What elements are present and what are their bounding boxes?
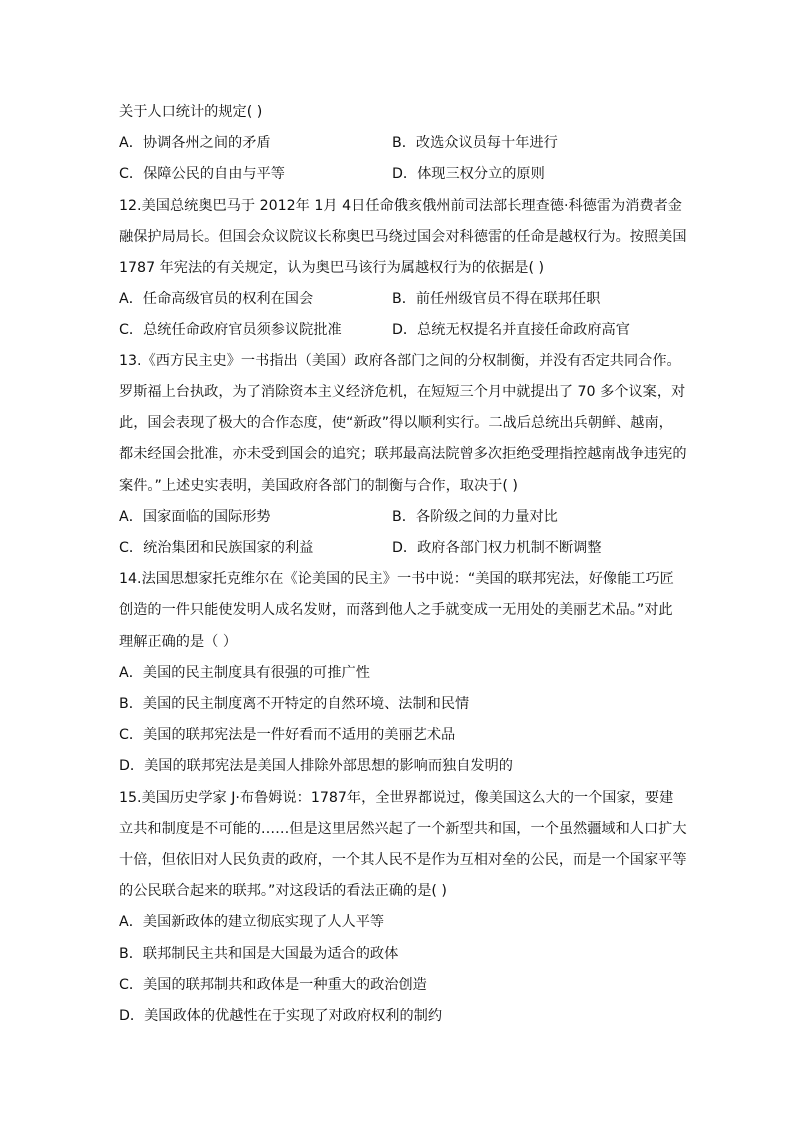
q12-option-a: A．任命高级官员的权利在国会: [119, 291, 314, 307]
q13-stem-line-2: 罗斯福上台执政，为了消除资本主义经济危机，在短短三个月中就提出了 70 多个议案，对: [119, 384, 686, 400]
q11-stem-tail: 关于人口统计的规定( ): [119, 104, 263, 120]
q12-option-d: D．总统无权提名并直接任命政府高官: [392, 322, 630, 338]
q15-option-a: A．美国新政体的建立彻底实现了人人平等: [119, 914, 385, 930]
q14-stem-line-3: 理解正确的是（ ）: [119, 634, 238, 650]
q14-option-b: B．美国的民主制度离不开特定的自然环境、法制和民情: [119, 696, 470, 712]
q14-stem-line-1: 14.法国思想家托克维尔在《论美国的民主》一书中说：“美国的联邦宪法，好像能工巧匠: [119, 571, 674, 587]
q12-stem-line-1: 12.美国总统奥巴马于 2012年 1月 4日任命俄亥俄州前司法部长理查德·科德雷为消费者金: [119, 198, 682, 214]
q13-stem-line-3: 此，国会表现了极大的合作态度，使“新政”得以顺利实行。二战后总统出兵朝鲜、越南，: [119, 415, 673, 431]
q15-stem-line-3: 十倍，但依旧对人民负责的政府，一个其人民不是作为互相对垒的公民，而是一个国家平等: [119, 852, 687, 868]
q15-stem-line-4: 的公民联合起来的联邦。”对这段话的看法正确的是( ): [119, 883, 447, 899]
q12-option-b: B．前任州级官员不得在联邦任职: [392, 291, 601, 307]
q13-stem-line-1: 13.《西方民主史》一书指出（美国）政府各部门之间的分权制衡，并没有否定共同合作。: [119, 353, 681, 369]
q14-option-c: C．美国的联邦宪法是一件好看而不适用的美丽艺术品: [119, 727, 456, 743]
q13-option-a: A．国家面临的国际形势: [119, 509, 271, 525]
q11-option-b: B．改选众议员每十年进行: [392, 135, 558, 151]
q12-stem-line-2: 融保护局局长。但国会众议院议长称奥巴马绕过国会对科德雷的任命是越权行为。按照美国: [119, 229, 687, 245]
q15-option-d: D．美国政体的优越性在于实现了对政府权利的制约: [119, 1008, 443, 1024]
q15-option-b: B．联邦制民主共和国是大国最为适合的政体: [119, 946, 399, 962]
q15-stem-line-2: 立共和制度是不可能的……但是这里居然兴起了一个新型共和国，一个虽然疆域和人口扩大: [119, 821, 687, 837]
q13-stem-line-4: 都未经国会批准，亦未受到国会的追究；联邦最高法院曾多次拒绝受理指控越南战争违宪的: [119, 446, 687, 462]
q15-option-c: C．美国的联邦制共和政体是一种重大的政治创造: [119, 977, 427, 993]
q13-option-d: D．政府各部门权力机制不断调整: [392, 540, 602, 556]
q13-option-b: B．各阶级之间的力量对比: [392, 509, 558, 525]
q14-option-d: D．美国的联邦宪法是美国人排除外部思想的影响而独自发明的: [119, 758, 513, 774]
q13-stem-line-5: 案件。”上述史实表明，美国政府各部门的制衡与合作，取决于( ): [119, 478, 518, 494]
q11-option-c: C．保障公民的自由与平等: [119, 166, 285, 182]
q14-stem-line-2: 创造的一件只能使发明人成名发财，而落到他人之手就变成一无用处的美丽艺术品。”对此: [119, 602, 673, 618]
q11-option-a: A．协调各州之间的矛盾: [119, 135, 271, 151]
q15-stem-line-1: 15.美国历史学家 J·布鲁姆说：1787年，全世界都说过，像美国这么大的一个国家，要建: [119, 790, 674, 806]
q14-option-a: A．美国的民主制度具有很强的可推广性: [119, 665, 370, 681]
q12-option-c: C．总统任命政府官员须参议院批准: [119, 322, 342, 338]
q11-option-d: D．体现三权分立的原则: [392, 166, 545, 182]
q12-stem-line-3: 1787 年宪法的有关规定，认为奥巴马该行为属越权行为的依据是( ): [119, 260, 545, 276]
q13-option-c: C．统治集团和民族国家的利益: [119, 540, 314, 556]
